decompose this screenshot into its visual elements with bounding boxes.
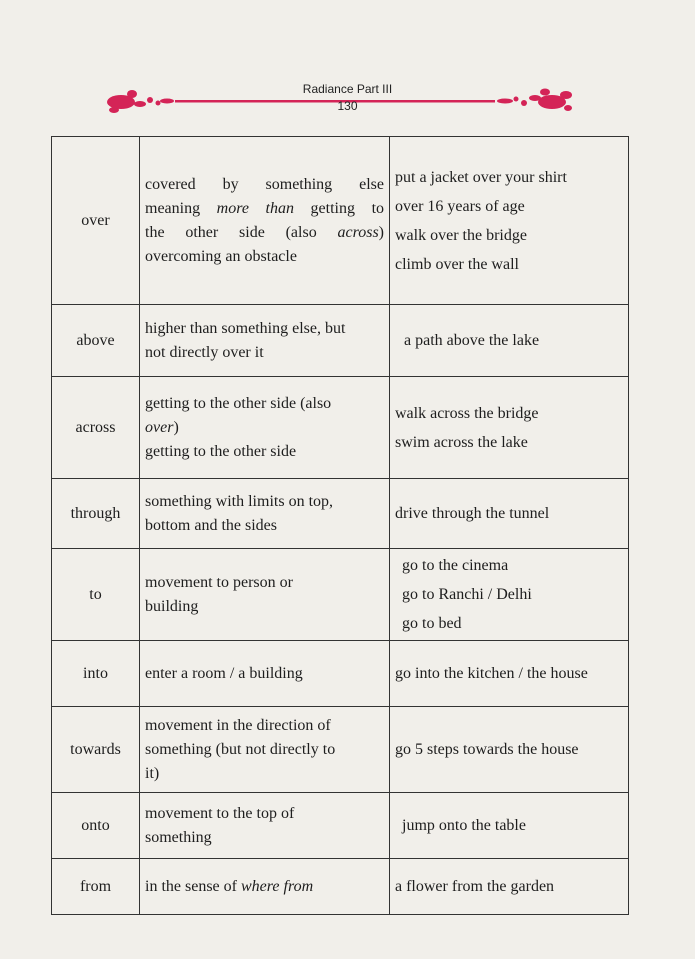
meaning-line: movement to the top of: [145, 804, 295, 822]
meaning-line: [145, 875, 384, 899]
italic-term: where from: [240, 877, 314, 895]
example-line: drive through the tunnel: [395, 504, 550, 522]
example-line: jump onto the table: [402, 816, 526, 834]
meaning-text: getting to: [293, 199, 385, 217]
meaning-cell: [140, 707, 390, 793]
table-row: [52, 641, 629, 707]
meaning-line: movement in the direction of: [145, 716, 331, 734]
meaning-line: [145, 221, 384, 245]
meaning-line: overcoming an obstacle: [145, 247, 297, 265]
meaning-line: something (but not directly to: [145, 740, 336, 758]
meaning-line: covered by something else: [145, 175, 384, 193]
example-line: walk over the bridge: [395, 226, 527, 244]
meaning-text: ): [378, 223, 384, 241]
meaning-line: it): [145, 764, 160, 782]
preposition-cell: to: [52, 549, 140, 641]
example-line: go 5 steps towards the house: [395, 740, 579, 758]
example-cell: [390, 377, 629, 479]
meaning-line: something: [145, 828, 212, 846]
example-line: go to Ranchi / Delhi: [402, 586, 532, 603]
preposition-cell: into: [52, 641, 140, 707]
example-cell: [390, 707, 629, 793]
table-row: [52, 859, 629, 915]
meaning-cell: [140, 549, 390, 641]
example-line: a flower from the garden: [395, 877, 555, 895]
table-row: [52, 305, 629, 377]
italic-term: more than: [216, 199, 294, 217]
preposition-cell: above: [52, 305, 140, 377]
table-row: [52, 479, 629, 549]
example-cell: [390, 793, 629, 859]
meaning-cell: [140, 137, 390, 305]
example-line: swim across the lake: [395, 433, 528, 451]
example-cell: [390, 137, 629, 305]
table-row: [52, 377, 629, 479]
example-line: go to the cinema: [402, 557, 509, 574]
meaning-text: in the sense of: [145, 877, 241, 895]
meaning-text: the other side (also: [145, 223, 338, 241]
meaning-line: building: [145, 597, 199, 615]
meaning-line: enter a room / a building: [145, 664, 303, 682]
meaning-cell: [140, 793, 390, 859]
meaning-cell: [140, 377, 390, 479]
preposition-cell: onto: [52, 793, 140, 859]
example-cell: [390, 549, 629, 641]
meaning-text: meaning: [145, 199, 217, 217]
italic-term: over: [145, 418, 174, 436]
example-line: put a jacket over your shirt: [395, 168, 567, 186]
meaning-cell: [140, 641, 390, 707]
page-number: 130: [337, 99, 358, 113]
table-row: [52, 549, 629, 641]
italic-term: across: [337, 223, 379, 241]
preposition-cell: from: [52, 859, 140, 915]
example-cell: [390, 479, 629, 549]
page-header: [0, 82, 695, 122]
meaning-line: getting to the other side: [145, 442, 297, 460]
table-row: [52, 707, 629, 793]
table-row: [52, 793, 629, 859]
meaning-line: something with limits on top,: [145, 492, 334, 510]
preposition-cell: over: [52, 137, 140, 305]
preposition-cell: across: [52, 377, 140, 479]
example-cell: [390, 305, 629, 377]
example-line: a path above the lake: [404, 331, 540, 349]
example-line: walk across the bridge: [395, 404, 539, 422]
example-cell: [390, 641, 629, 707]
page-title: Radiance Part III: [302, 82, 393, 96]
example-line: climb over the wall: [395, 255, 519, 273]
example-line: go into the kitchen / the house: [395, 664, 588, 682]
meaning-line: movement to person or: [145, 573, 293, 591]
preposition-cell: towards: [52, 707, 140, 793]
preposition-cell: through: [52, 479, 140, 549]
meaning-cell: [140, 305, 390, 377]
meaning-line: higher than something else, but: [145, 319, 346, 337]
meaning-text: ): [173, 418, 179, 436]
meaning-line: bottom and the sides: [145, 516, 277, 534]
meaning-cell: [140, 479, 390, 549]
meaning-line: [145, 416, 384, 440]
example-line: over 16 years of age: [395, 197, 525, 215]
meaning-line: [145, 197, 384, 221]
table-row: [52, 137, 629, 305]
example-line: go to bed: [402, 615, 462, 632]
meaning-line: getting to the other side (also: [145, 394, 332, 412]
example-cell: [390, 859, 629, 915]
meaning-cell: [140, 859, 390, 915]
meaning-line: not directly over it: [145, 343, 264, 361]
preposition-table: [51, 136, 629, 915]
